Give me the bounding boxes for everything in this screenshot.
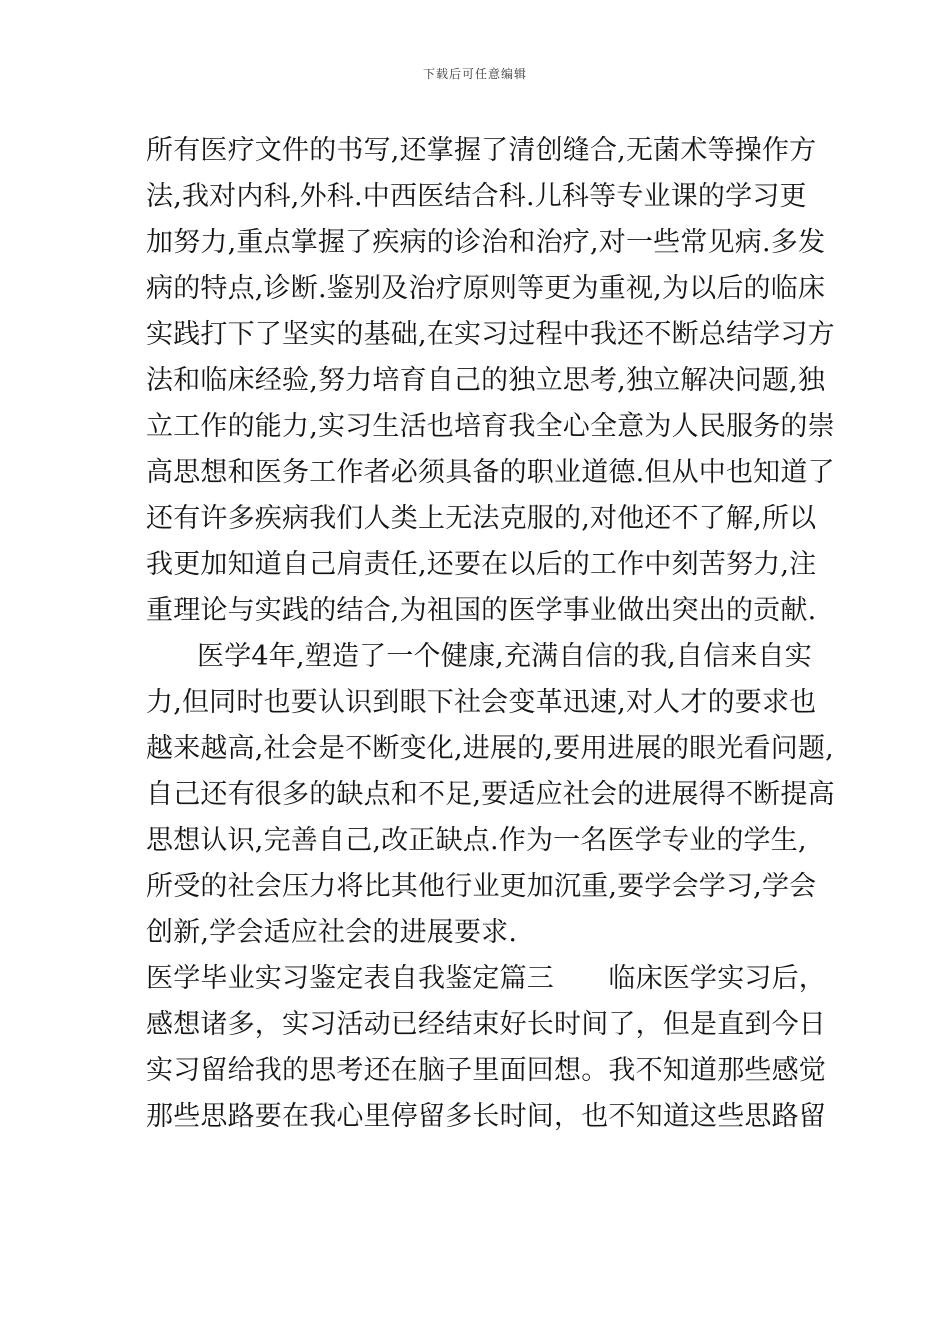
body-line: 病的特点,诊断.鉴别及治疗原则等更为重视,为以后的临床 [146,273,826,304]
body-line: 所受的社会压力将比其他行业更加沉重,要学会学习,学会 [146,871,817,902]
body-line: 实践打下了坚实的基础,在实习过程中我还不断总结学习方 [146,319,835,350]
body-line: 思想认识,完善自己,改正缺点.作为一名医学专业的学生, [146,825,807,856]
body-line: 自己还有很多的缺点和不足,要适应社会的进展得不断提高 [146,779,835,810]
body-line: 重理论与实践的结合,为祖国的医学事业做出突出的贡献. [146,595,817,626]
body-line: 所有医疗文件的书写,还掌握了清创缝合,无菌术等操作方 [146,135,817,166]
body-line: 创新,学会适应社会的进展要求. [146,917,518,948]
body-line: 还有许多疾病我们人类上无法克服的,对他还不了解,所以 [146,503,817,534]
body-line: 法和临床经验,努力培育自己的独立思考,独立解决问题,独 [146,365,826,396]
body-line: 感想诸多，实习活动已经结束好长时间了，但是直到今日 [146,1009,826,1040]
body-line: 那些思路要在我心里停留多长时间，也不知道这些思路留 [146,1101,826,1132]
section-heading-line: 医学毕业实习鉴定表自我鉴定篇三 临床医学实习后， [146,963,826,994]
body-line: 医学4年,塑造了一个健康,充满自信的我,自信来自实 [197,641,812,672]
body-line: 立工作的能力,实习生活也培育我全心全意为人民服务的崇 [146,411,835,442]
body-line: 越来越高,社会是不断变化,进展的,要用进展的眼光看问题, [146,733,834,764]
body-line: 加努力,重点掌握了疾病的诊治和治疗,对一些常见病.多发 [146,227,826,258]
body-line: 高思想和医务工作者必须具备的职业道德.但从中也知道了 [146,457,835,488]
body-line: 法,我对内科,外科.中西医结合科.儿科等专业课的学习更 [146,181,807,212]
page-header: 下载后可任意编辑 [422,67,527,81]
body-line: 力,但同时也要认识到眼下社会变革迅速,对人才的要求也 [146,687,817,718]
body-line: 实习留给我的思考还在脑子里面回想。我不知道那些感觉 [146,1055,826,1086]
body-line: 我更加知道自己肩责任,还要在以后的工作中刻苦努力,注 [146,549,817,580]
